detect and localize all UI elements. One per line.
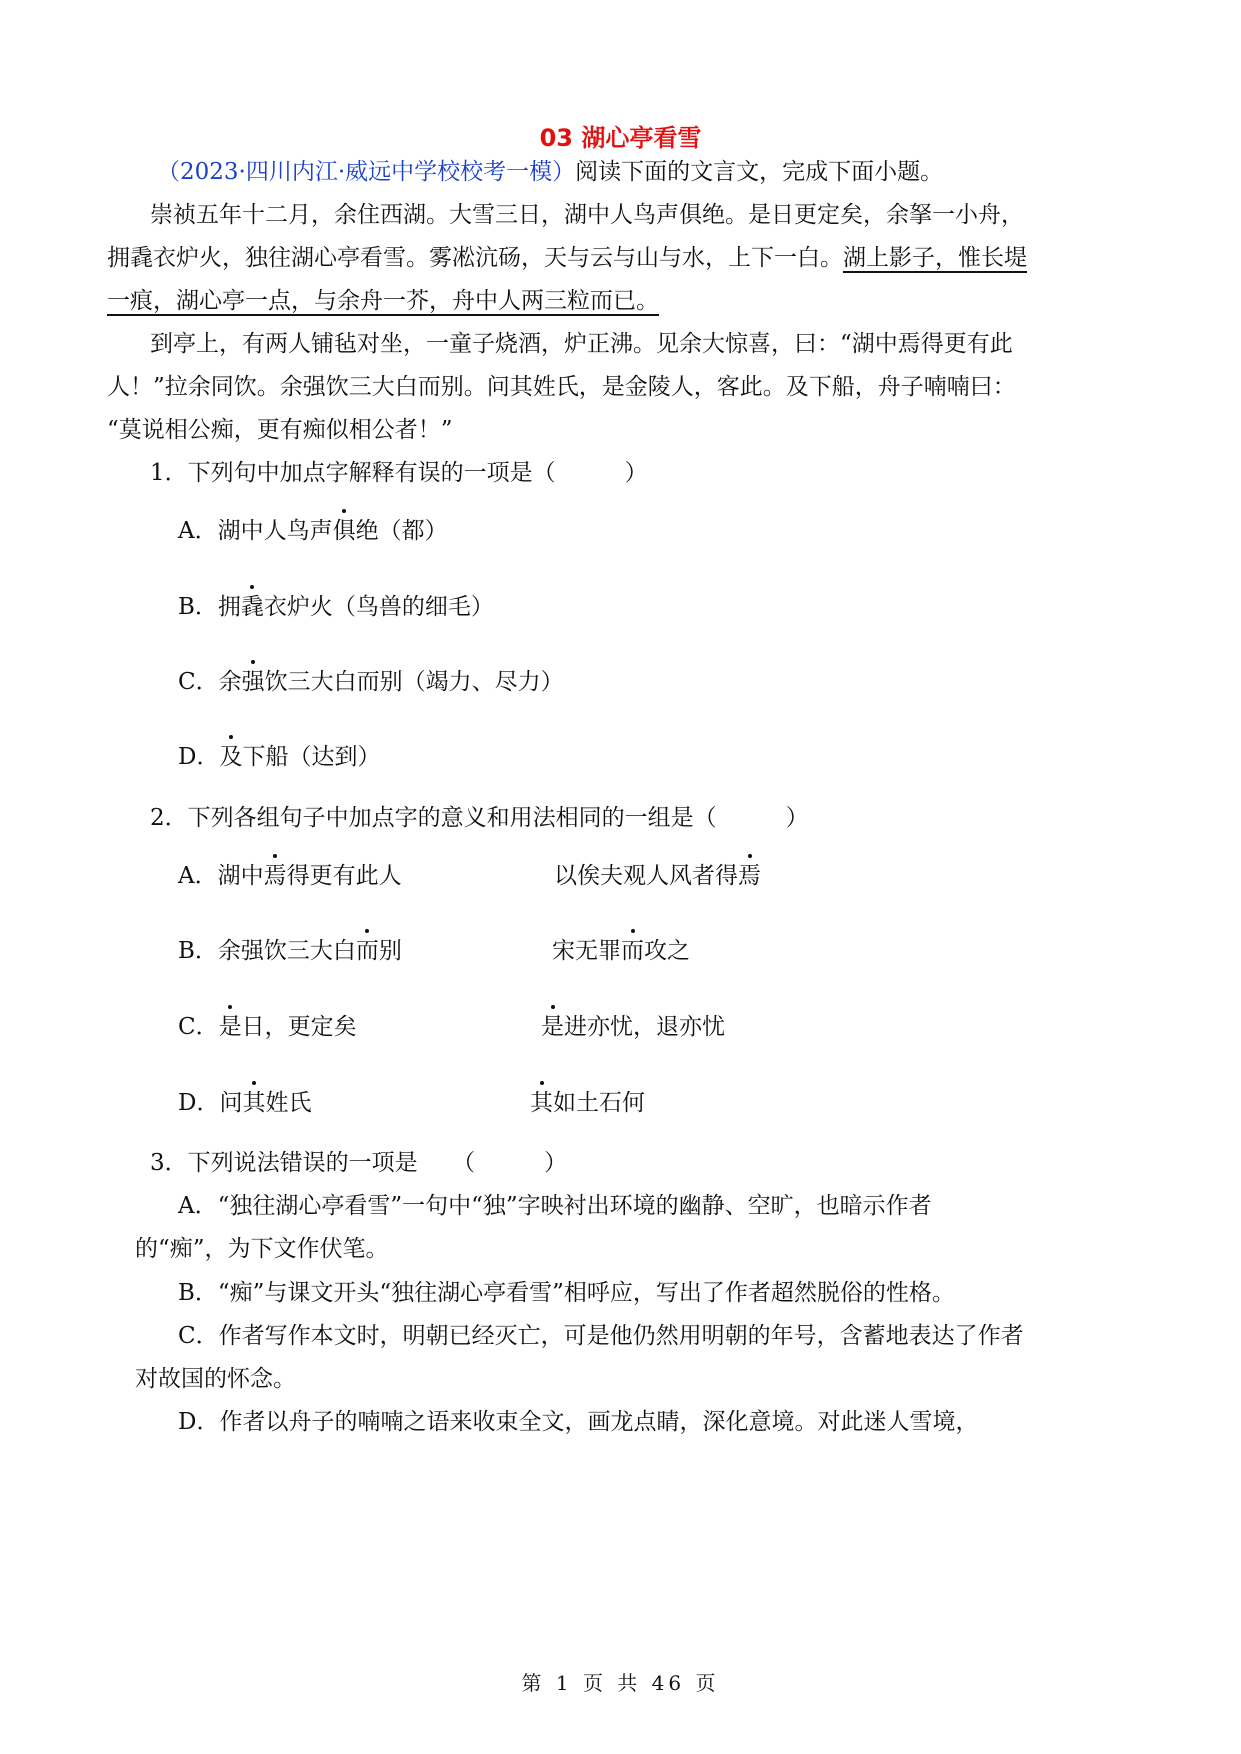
passage-line: 人！”拉余同饮。余强饮三大白而别。问其姓氏，是金陵人，客此。及下船，舟子喃喃曰： <box>107 374 1016 400</box>
dotted-char: 俱 <box>332 518 356 544</box>
passage-line <box>107 243 1027 273</box>
q2-option-b-left: B．余强饮三大白而别 <box>178 938 402 964</box>
intro-line <box>157 157 943 187</box>
q3-option-a: A．“独往湖心亭看雪”一句中“独”字映衬出环境的幽静、空旷，也暗示作者 <box>178 1193 932 1219</box>
instruction-text: 阅读下面的文言文，完成下面小题。 <box>575 159 944 185</box>
q1-option-a: A．湖中人鸟声俱绝（都） <box>178 518 448 544</box>
q2-option-a-left: A．湖中焉得更有此人 <box>178 863 402 889</box>
q2-option-d-right: 其如土石何 <box>530 1090 645 1116</box>
passage-text: 拥毳衣炉火，独往湖心亭看雪。雾凇沆砀，天与云与山与水，上下一白。 <box>107 245 843 271</box>
q2-option-d-left: D．问其姓氏 <box>178 1090 312 1116</box>
q3-option-c-cont: 对故国的怀念。 <box>135 1366 296 1392</box>
dotted-char: 焉 <box>263 863 287 889</box>
dotted-char: 强 <box>241 669 265 695</box>
dotted-char: 焉 <box>738 863 761 889</box>
q3-option-c: C．作者写作本文时，明朝已经灭亡，可是他仍然用明朝的年号，含蓄地表达了作者 <box>178 1323 1024 1349</box>
underlined-text: 湖上影子，惟长堤 <box>843 245 1027 271</box>
q3-option-a-cont: 的“痴”，为下文作伏笔。 <box>135 1236 389 1262</box>
q1-option-c: C．余强饮三大白而别（竭力、尽力） <box>178 669 564 695</box>
underlined-text: 一痕，湖心亭一点，与余舟一芥，舟中人两三粒而已。 <box>107 288 659 314</box>
question-3-stem: 3．下列说法错误的一项是 （ ） <box>150 1150 568 1176</box>
passage-line: “莫说相公痴，更有痴似相公者！” <box>107 417 453 443</box>
q2-option-c-right: 是进亦忧，退亦忧 <box>541 1014 725 1040</box>
dotted-char: 及 <box>219 744 243 770</box>
question-2-stem: 2．下列各组句子中加点字的意义和用法相同的一组是（ ） <box>150 805 809 831</box>
q3-option-b: B．“痴”与课文开头“独往湖心亭看雪”相呼应，写出了作者超然脱俗的性格。 <box>178 1280 955 1306</box>
q3-option-d: D．作者以舟子的喃喃之语来收束全文，画龙点睛，深化意境。对此迷人雪境， <box>178 1409 979 1435</box>
q1-option-b: B．拥毳衣炉火（鸟兽的细毛） <box>178 594 494 620</box>
dotted-char: 而 <box>355 938 379 964</box>
dotted-char: 毳 <box>240 594 264 620</box>
dotted-char: 而 <box>621 938 644 964</box>
q2-option-c-left: C．是日，更定矣 <box>178 1014 357 1040</box>
dotted-char: 是 <box>218 1014 242 1040</box>
q2-option-a-right: 以俟夫观人风者得焉 <box>554 863 761 889</box>
passage-line: 到亭上，有两人铺毡对坐，一童子烧酒，炉正沸。见余大惊喜，曰：“湖中焉得更有此 <box>150 331 1013 357</box>
dotted-char: 其 <box>242 1090 266 1116</box>
passage-line <box>107 286 659 316</box>
page-footer: 第 1 页 共 46 页 <box>521 1671 720 1695</box>
q1-option-d: D．及下船（达到） <box>178 744 381 770</box>
dotted-char: 其 <box>530 1090 553 1116</box>
dotted-char: 是 <box>541 1014 564 1040</box>
passage-line: 崇祯五年十二月，余住西湖。大雪三日，湖中人鸟声俱绝。是日更定矣，余拏一小舟， <box>150 202 1024 228</box>
question-1-stem: 1．下列句中加点字解释有误的一项是（ ） <box>150 460 648 486</box>
question-source: （2023·四川内江·威远中学校校考一模） <box>157 159 576 185</box>
q2-option-b-right: 宋无罪而攻之 <box>552 938 690 964</box>
document-title: 03 湖心亭看雪 <box>539 124 702 152</box>
